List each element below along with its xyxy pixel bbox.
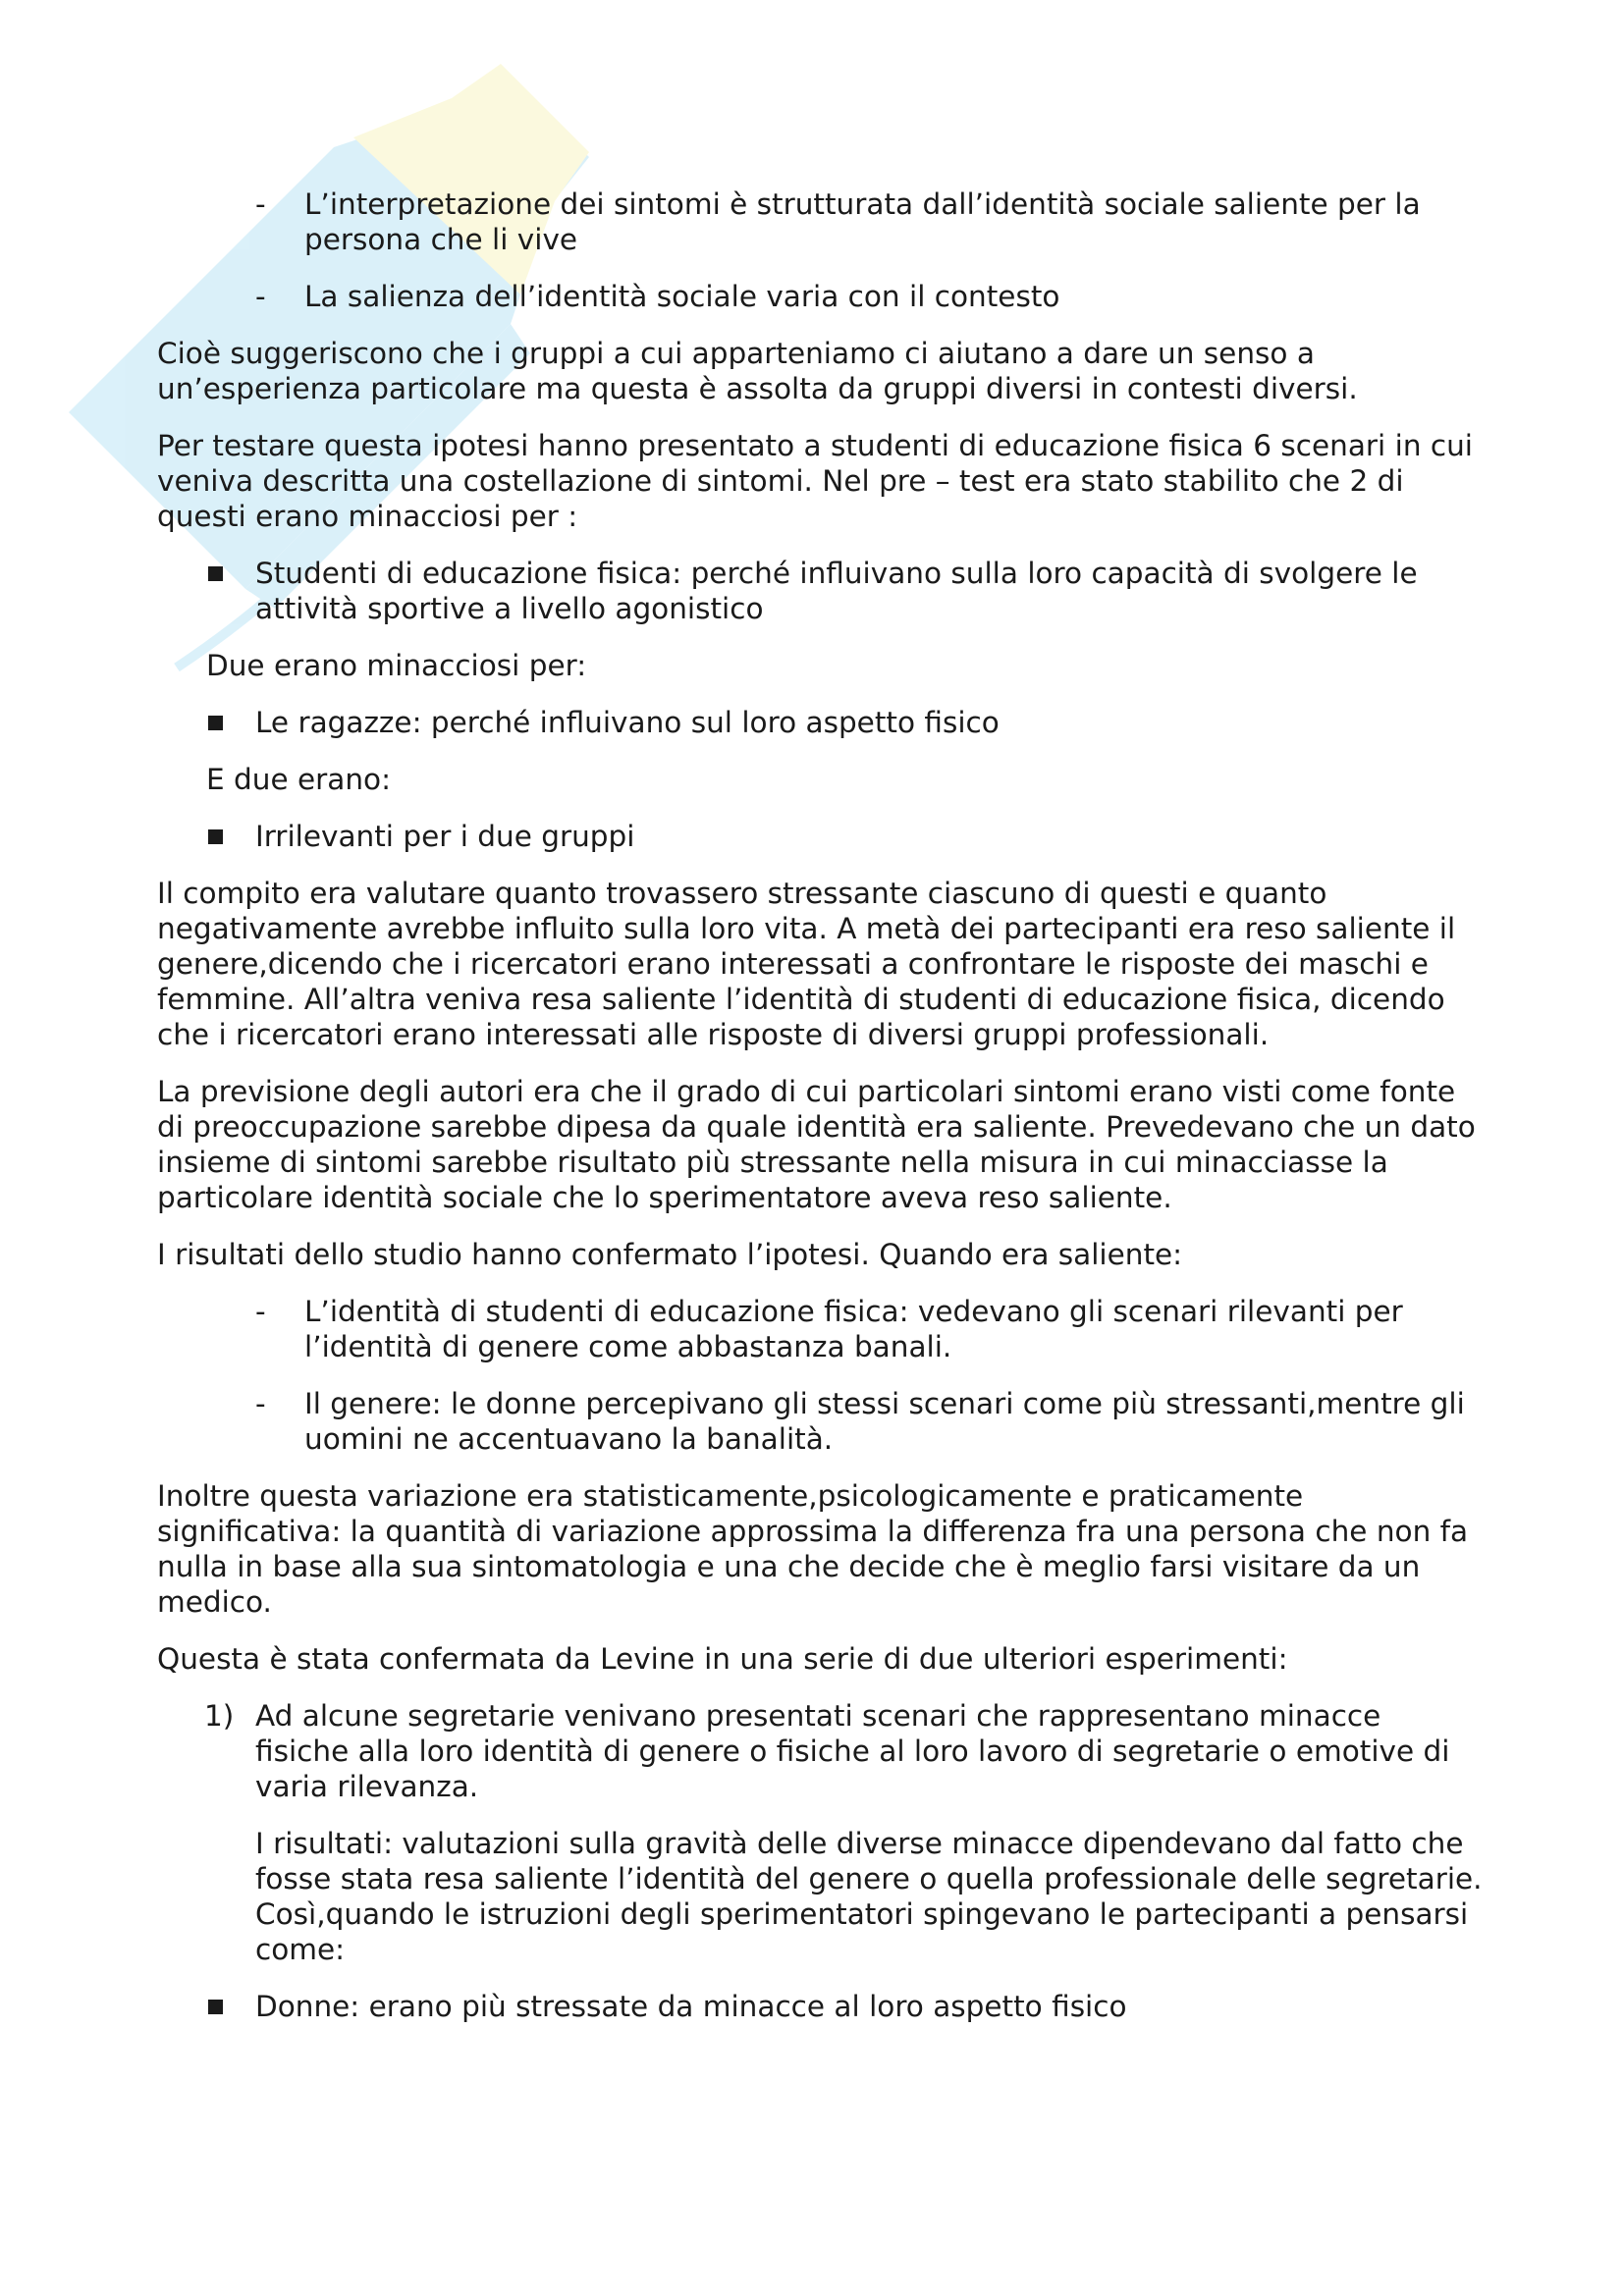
dash-marker: - xyxy=(255,1295,266,1328)
numbered-item-continuation: I risultati: valutazioni sulla gravità delle diverse minacce dipendevano dal fatto che fosse stata resa saliente l’identità del genere o quella professionale delle segretarie. Così,quando le istruzioni degli sperimentatori spingevano le partecipanti a pensarsi come: xyxy=(255,1827,1483,1966)
list-item-text: L’identità di studenti di educazione fisica: vedevano gli scenari rilevanti per l’identità di genere come abbastanza banali. xyxy=(304,1295,1403,1363)
paragraph: Per testare questa ipotesi hanno presentato a studenti di educazione fisica 6 scenari in cui veniva descritta una costellazione di sintomi. Nel pre – test era stato stabilito che 2 di questi erano minacciosi per : xyxy=(157,429,1474,533)
document-page xyxy=(157,187,1483,2046)
square-bullet-item xyxy=(157,705,1483,740)
square-bullet-icon xyxy=(208,716,223,730)
paragraph: Inoltre questa variazione era statisticamente,psicologicamente e praticamente significativa: la quantità di variazione approssima la differenza fra una persona che non fa nulla in base alla sua sintomatologia e una che decide che è meglio farsi visitare da un medico. xyxy=(157,1479,1469,1619)
numbered-list-item xyxy=(157,1698,1483,1804)
dash-list-item xyxy=(157,187,1483,257)
indented-paragraph: E due erano: xyxy=(206,763,392,796)
paragraph: Il compito era valutare quanto trovassero stressante ciascuno di questi e quanto negativamente avrebbe influito sulla loro vita. A metà dei partecipanti era reso saliente il genere,dicendo che i ricercatori erano interessati a confrontare le risposte dei maschi e femmine. All’altra veniva resa saliente l’identità di studenti di educazione fisica, dicendo che i ricercatori erano interessati alle risposte di diversi gruppi professionali. xyxy=(157,877,1456,1051)
square-bullet-item xyxy=(157,556,1483,626)
square-bullet-item xyxy=(157,1989,1483,2024)
square-bullet-icon xyxy=(208,829,223,844)
square-bullet-icon xyxy=(208,2000,223,2014)
list-item-text: Donne: erano più stressate da minacce al loro aspetto fisico xyxy=(255,1990,1127,2023)
list-item-text: L’interpretazione dei sintomi è strutturata dall’identità sociale saliente per la persona che li vive xyxy=(304,187,1421,256)
list-item-text: Ad alcune segretarie venivano presentati scenari che rappresentano minacce fisiche alla loro identità di genere o fisiche al loro lavoro di segretarie o emotive di varia rilevanza. xyxy=(255,1699,1450,1803)
list-item-text: Il genere: le donne percepivano gli stessi scenari come più stressanti,mentre gli uomini ne accentuavano la banalità. xyxy=(304,1387,1465,1456)
paragraph: Cioè suggeriscono che i gruppi a cui apparteniamo ci aiutano a dare un senso a un’esperienza particolare ma questa è assolta da gruppi diversi in contesti diversi. xyxy=(157,337,1358,405)
dash-list-item xyxy=(157,1294,1483,1364)
indented-paragraph: Due erano minacciosi per: xyxy=(206,649,587,682)
list-item-text: La salienza dell’identità sociale varia con il contesto xyxy=(304,280,1060,313)
dash-marker: - xyxy=(255,280,266,313)
paragraph: La previsione degli autori era che il grado di cui particolari sintomi erano visti come fonte di preoccupazione sarebbe dipesa da quale identità era saliente. Prevedevano che un dato insieme di sintomi sarebbe risultato più stressante nella misura in cui minacciasse la particolare identità sociale che lo sperimentatore aveva reso saliente. xyxy=(157,1075,1476,1214)
list-item-text: Studenti di educazione fisica: perché influivano sulla loro capacità di svolgere le attività sportive a livello agonistico xyxy=(255,557,1418,625)
dash-marker: - xyxy=(255,1387,266,1420)
list-number: 1) xyxy=(204,1699,235,1733)
dash-list-item xyxy=(157,1386,1483,1457)
dash-list-item xyxy=(157,279,1483,314)
list-item-text: Irrilevanti per i due gruppi xyxy=(255,820,635,853)
paragraph: I risultati dello studio hanno confermato l’ipotesi. Quando era saliente: xyxy=(157,1238,1183,1271)
square-bullet-icon xyxy=(208,566,223,581)
dash-marker: - xyxy=(255,187,266,221)
list-item-text: Le ragazze: perché influivano sul loro aspetto fisico xyxy=(255,706,1000,739)
square-bullet-item xyxy=(157,819,1483,854)
paragraph: Questa è stata confermata da Levine in una serie di due ulteriori esperimenti: xyxy=(157,1642,1288,1676)
